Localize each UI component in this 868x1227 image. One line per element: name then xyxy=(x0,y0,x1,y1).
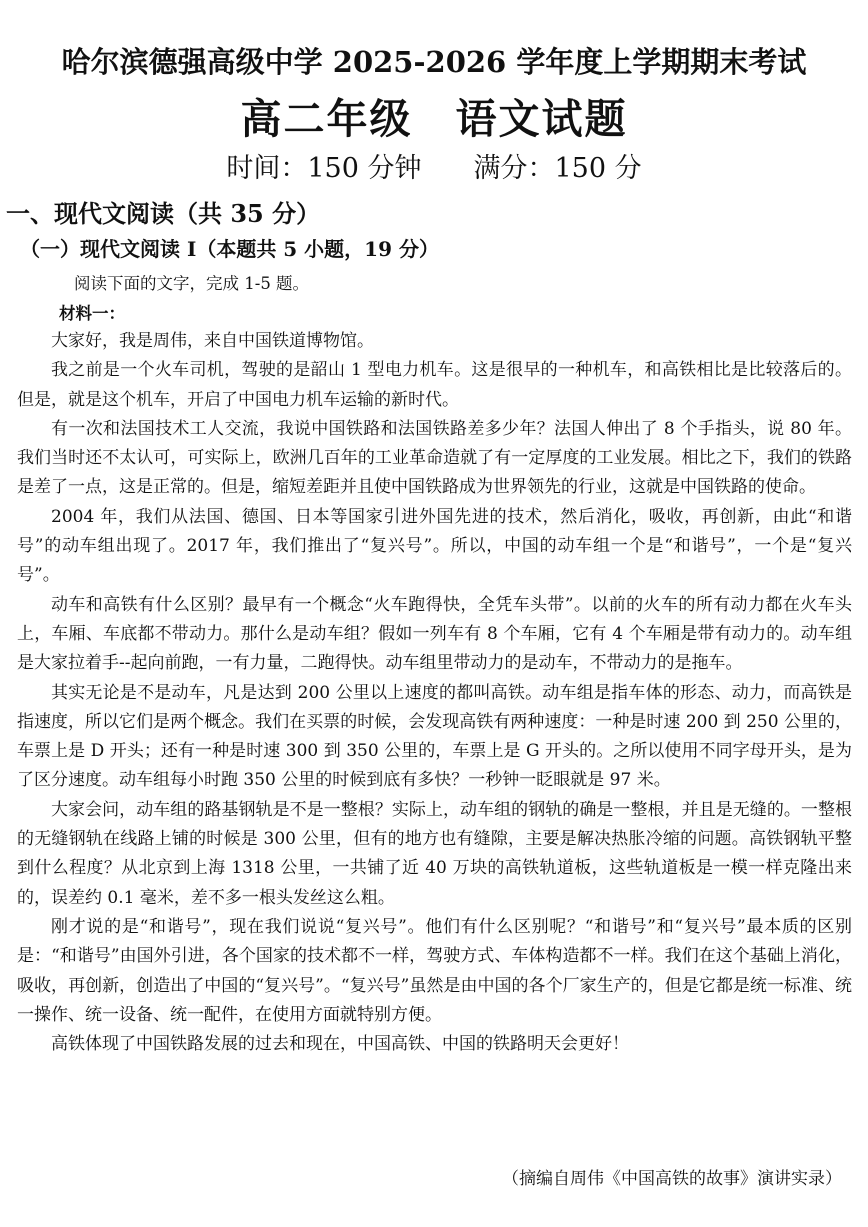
material-text xyxy=(17,327,852,1059)
exam-full-score: 满分：150 分 xyxy=(473,153,642,184)
paragraph: 2004 年，我们从法国、德国、日本等国家引进外国先进的技术，然后消化，吸收，再创新，由此“和谐号”的动车组出现了。2017 年，我们推出了“复兴号”。所以，中国的动车组一个是“和谐号”，一个是“复兴号”。 xyxy=(17,506,852,586)
exam-info xyxy=(0,146,868,185)
paragraph: 刚才说的是“和谐号”，现在我们说说“复兴号”。他们有什么区别呢？“和谐号”和“复兴号”最本质的区别是：“和谐号”由国外引进，各个国家的技术都不一样，驾驶方式、车体构造都不一样。我们在这个基础上消化，吸收，再创新，创造出了中国的“复兴号”。“复兴号”虽然是由中国的各个厂家生产的，但是它都是统一标准、统一操作、统一设备、统一配件，在使用方面就特别方便。 xyxy=(17,916,852,1025)
paragraph: 大家好，我是周伟，来自中国铁道博物馆。 xyxy=(51,331,374,351)
subsection-title: （一）现代文阅读 I（本题共 5 小题，19 分） xyxy=(20,237,439,261)
school-title: 哈尔滨德强高级中学 2025-2026 学年度上学期期末考试 xyxy=(61,45,807,79)
reading-instruction: 阅读下面的文字，完成 1-5 题。 xyxy=(74,274,310,293)
exam-title: 高二年级 语文试题 xyxy=(240,95,628,143)
paragraph: 大家会问，动车组的路基钢轨是不是一整根？实际上，动车组的钢轨的确是一整根，并且是无缝的。一整根的无缝钢轨在线路上铺的时候是 300 公里，但有的地方也有缝隙，主要是解决热胀冷缩的问题。高铁钢轨平整到什么程度？从北京到上海 1318 公里，一共铺了近 40 万块的高铁轨道板，这些轨道板是一模一样克隆出来的，误差约 0.1 毫米，差不多一根头发丝这么粗。 xyxy=(17,799,852,908)
paragraph: 我之前是一个火车司机，驾驶的是韶山 1 型电力机车。这是很早的一种机车，和高铁相比是比较落后的。但是，就是这个机车，开启了中国电力机车运输的新时代。 xyxy=(17,360,852,410)
section-title: 一、现代文阅读（共 35 分） xyxy=(6,199,321,228)
paragraph: 有一次和法国技术工人交流，我说中国铁路和法国铁路差多少年？法国人伸出了 8 个手指头，说 80 年。我们当时还不太认可，可实际上，欧洲几百年的工业革命造就了有一定厚度的工业发展。相比之下，我们的铁路是差了一点，这是正常的。但是，缩短差距并且使中国铁路成为世界领先的行业，这就是中国铁路的使命。 xyxy=(17,418,852,498)
source-citation: （摘编自周伟《中国高铁的故事》演讲实录） xyxy=(502,1169,842,1189)
paragraph: 高铁体现了中国铁路发展的过去和现在，中国高铁、中国的铁路明天会更好！ xyxy=(51,1034,629,1055)
material-label: 材料一： xyxy=(59,304,125,323)
paragraph: 其实无论是不是动车，凡是达到 200 公里以上速度的都叫高铁。动车组是指车体的形态、动力，而高铁是指速度，所以它们是两个概念。我们在买票的时候，会发现高铁有两种速度：一种是时速 200 到 250 公里的，车票上是 D 开头；还有一种是时速 300 到 350 公里的，车票上是 G 开头的。之所以使用不同字母开头，是为了区分速度。动车组每小时跑 350 公里的时候到底有多快？一秒钟一眨眼就是 97 米。 xyxy=(17,682,852,791)
exam-time: 时间：150 分钟 xyxy=(226,153,422,184)
paragraph: 动车和高铁有什么区别？最早有一个概念“火车跑得快，全凭车头带”。以前的火车的所有动力都在火车头上，车厢、车底都不带动力。那什么是动车组？假如一列车有 8 个车厢，它有 4 个车厢是带有动力的。动车组是大家拉着手--起向前跑，一有力量，二跑得快。动车组里带动力的是动车，不带动力的是拖车。 xyxy=(17,594,852,674)
